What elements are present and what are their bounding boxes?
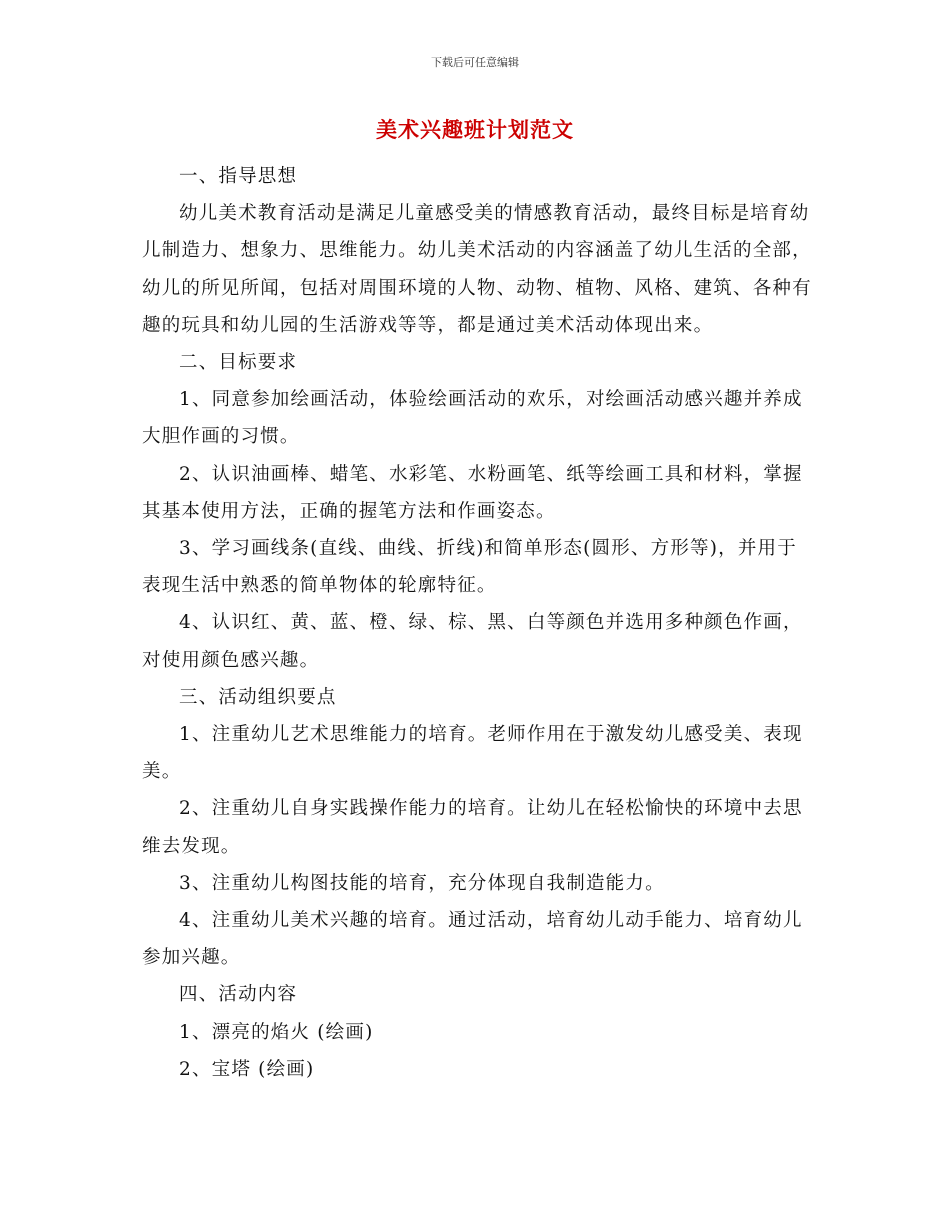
section-heading-activities: 四、活动内容: [179, 984, 298, 1006]
body-paragraph: 3、注重幼儿构图技能的培育，充分体现自我制造能力。: [179, 872, 665, 894]
section-heading-guiding-ideology: 一、指导思想: [179, 166, 298, 187]
body-paragraph: 4、认识红、黄、蓝、橙、绿、棕、黑、白等颜色并选用多种颜色作画，对使用颜色感兴趣。: [142, 612, 803, 671]
body-paragraph: 1、同意参加绘画活动，体验绘画活动的欢乐，对绘画活动感兴趣并养成大胆作画的习惯。: [142, 389, 803, 448]
document-body: [142, 158, 812, 1088]
body-paragraph: 1、注重幼儿艺术思维能力的培育。老师作用在于激发幼儿感受美、表现美。: [142, 724, 803, 783]
section-heading-organization: 三、活动组织要点: [179, 686, 337, 708]
list-item: 1、漂亮的焰火 (绘画): [179, 1021, 374, 1043]
body-paragraph: 3、学习画线条(直线、曲线、折线)和简单形态(圆形、方形等)，并用于表现生活中熟悉的简单物体的轮廓特征。: [142, 538, 797, 597]
list-item: 2、宝塔 (绘画): [179, 1058, 315, 1080]
document-title: 美术兴趣班计划范文: [376, 117, 574, 142]
section-heading-goals: 二、目标要求: [179, 352, 298, 374]
header-note: 下载后可任意编辑: [431, 56, 519, 69]
body-paragraph: 2、认识油画棒、蜡笔、水彩笔、水粉画笔、纸等绘画工具和材料，掌握其基本使用方法，正确的握笔方法和作画姿态。: [142, 463, 803, 522]
body-paragraph: 幼儿美术教育活动是满足儿童感受美的情感教育活动，最终目标是培育幼儿制造力、想象力、思维能力。幼儿美术活动的内容涵盖了幼儿生活的全部，幼儿的所见所闻，包括对周围环境的人物、动物、植物、风格、建筑、各种有趣的玩具和幼儿园的生活游戏等等，都是通过美术活动体现出来。: [142, 203, 812, 336]
body-paragraph: 2、注重幼儿自身实践操作能力的培育。让幼儿在轻松愉快的环境中去思维去发现。: [142, 798, 803, 857]
body-paragraph: 4、注重幼儿美术兴趣的培育。通过活动，培育幼儿动手能力、培育幼儿参加兴趣。: [142, 910, 803, 969]
